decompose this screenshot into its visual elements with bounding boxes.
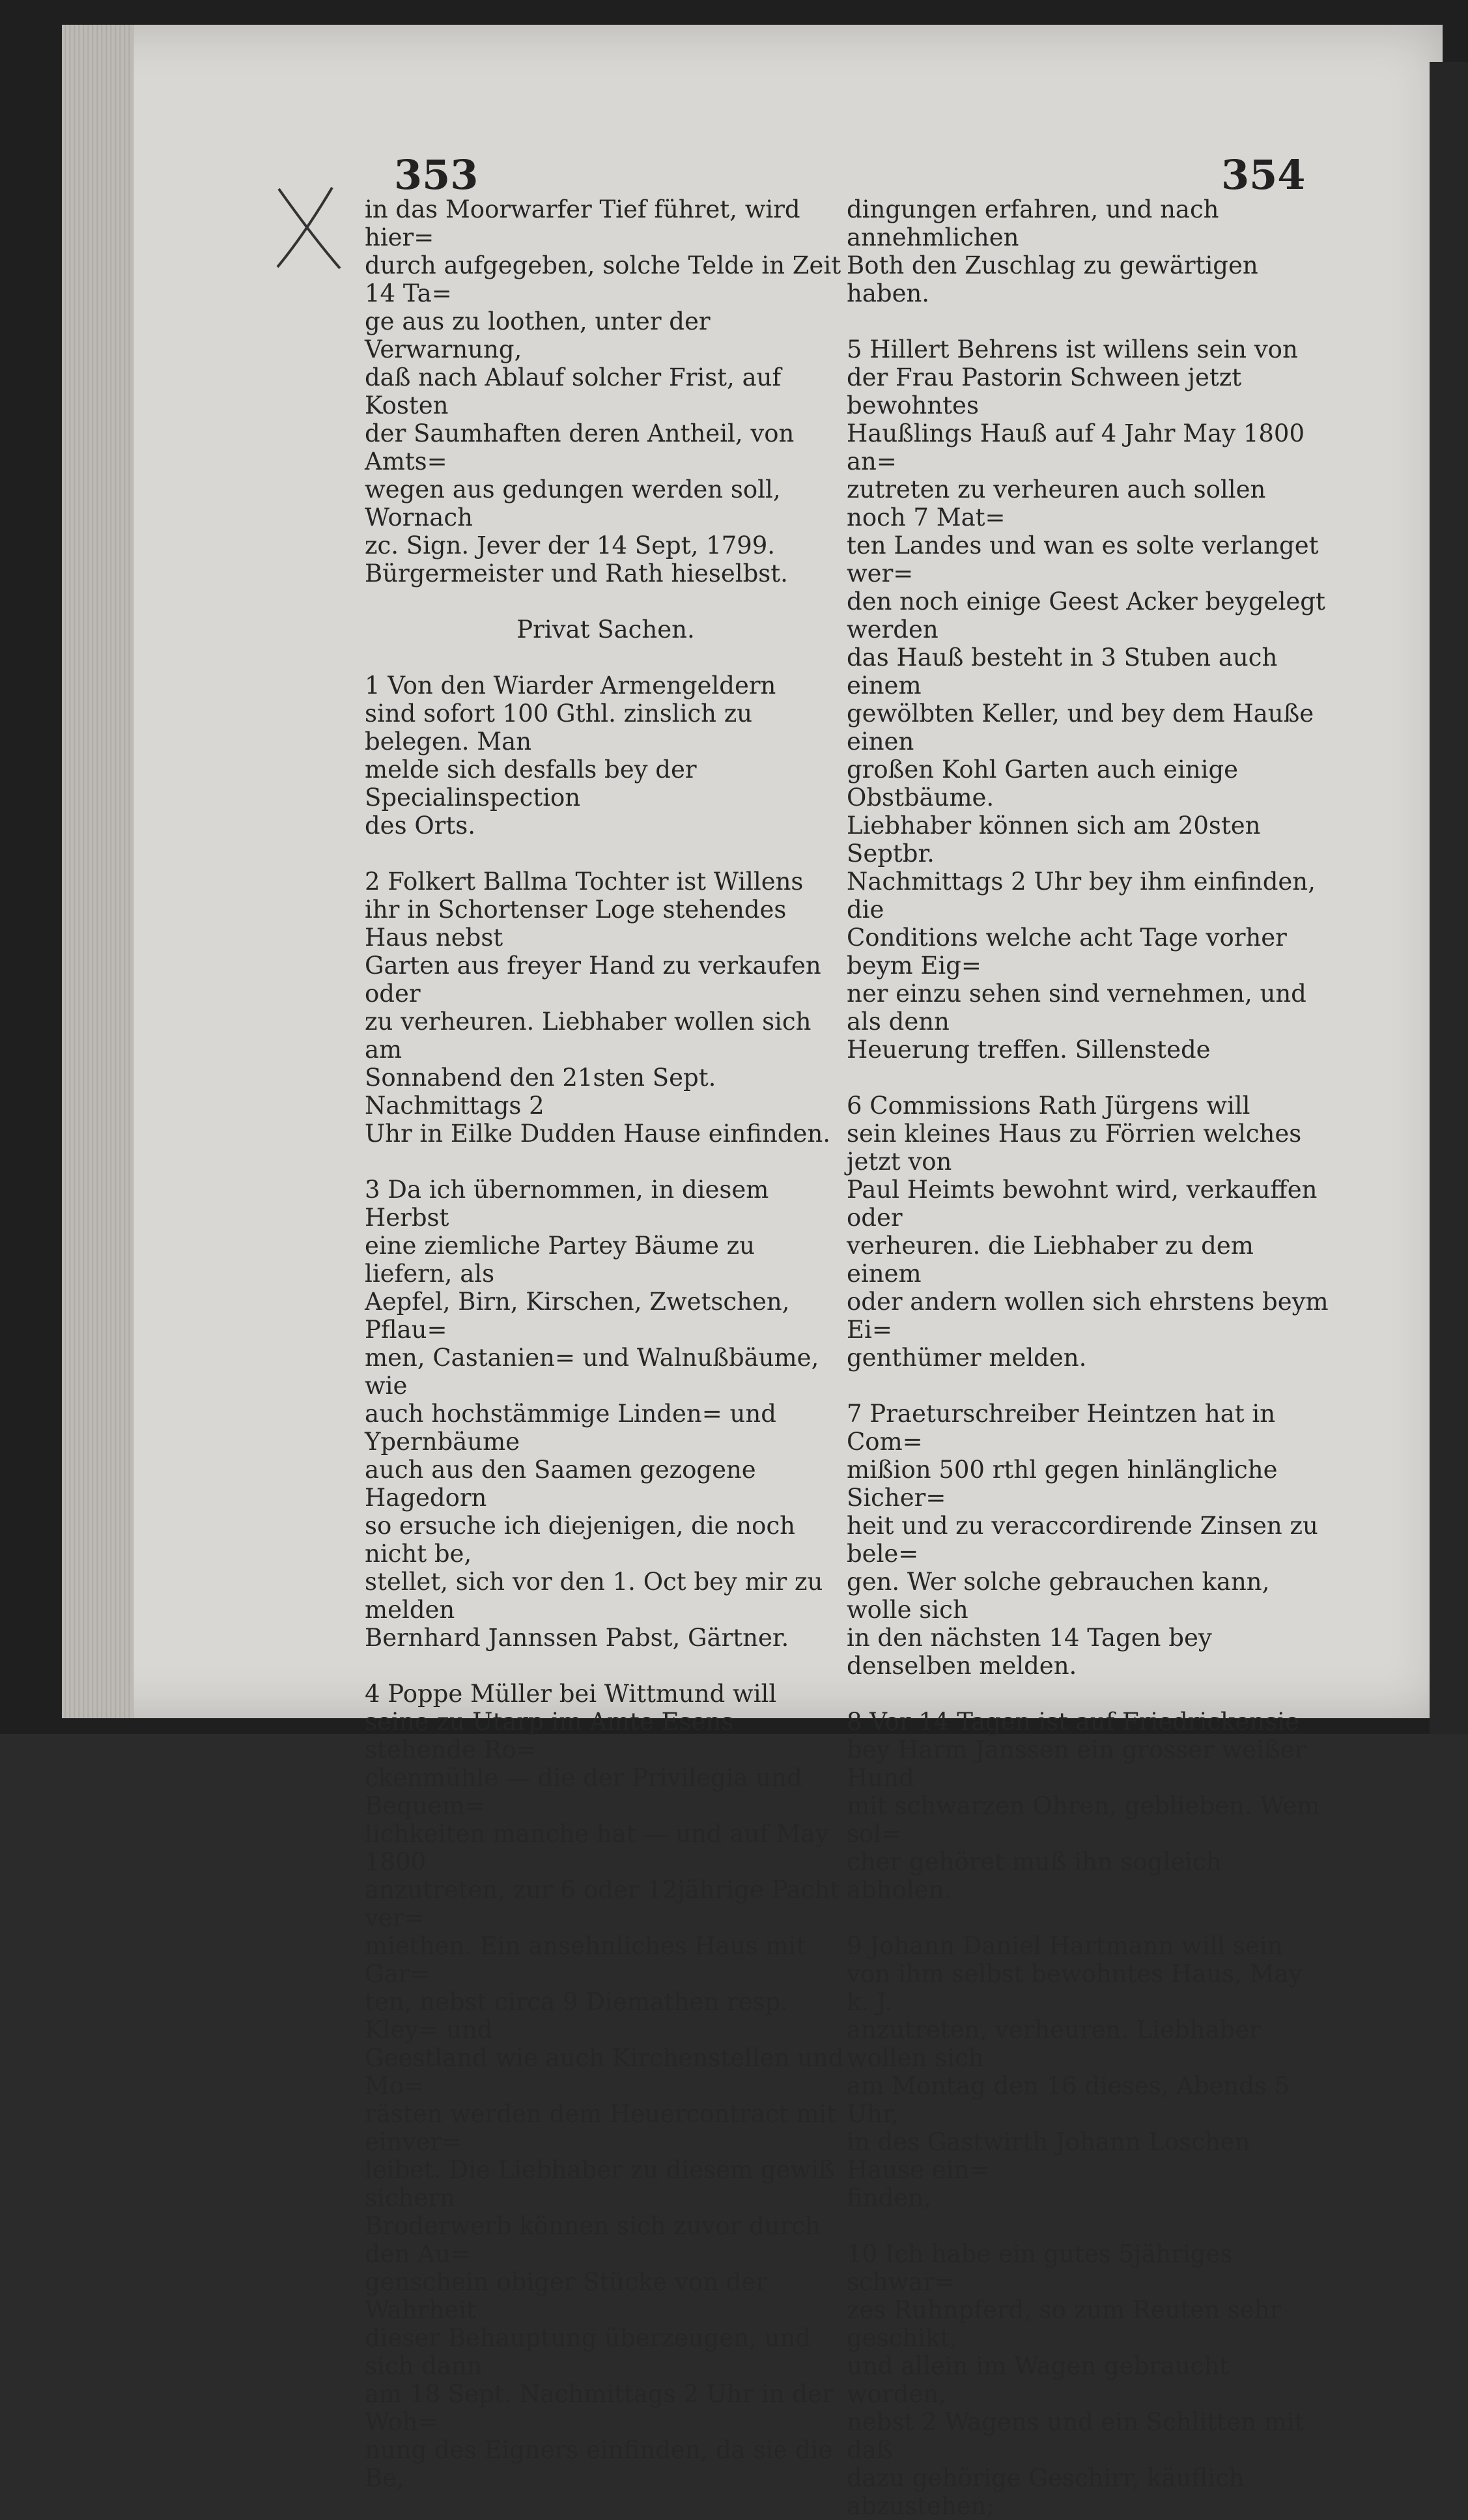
notice-8: 8 Vor 14 Tagen ist auf Friedrickensie bey Harm Janssen ein grosser weißer Hund mit schwarzen Ohren, geblieben. Wem sol= cher gehöret muß ihn sogleich abholen. [847, 1708, 1320, 1904]
page-edges [62, 25, 134, 1718]
column-right [847, 195, 1329, 2520]
section-heading: Privat Sachen. [516, 616, 695, 644]
notice-4-continuation: dingungen erfahren, und nach annehmlichen Both den Zuschlag zu gewärtigen haben. [847, 195, 1258, 307]
page-number-left: 353 [394, 151, 479, 199]
notice-7: 7 Praeturschreiber Heintzen hat in Com= mißion 500 rthl gegen hinlängliche Sicher= heit und zu veraccordirende Zinsen zu bele= gen. Wer solche gebrauchen kann, wolle sich in den nächsten 14 Tagen bey denselben melden. [847, 1400, 1318, 1680]
notice-5: 5 Hillert Behrens ist willens sein von der Frau Pastorin Schween jetzt bewohntes Haußlings Hauß auf 4 Jahr May 1800 an= zutreten zu verheuren auch sollen noch 7 Mat= ten Landes und wan es solte verlanget wer= den noch einige Geest Acker beygelegt werden das Hauß besteht in 3 Stuben auch einem gewölbten Keller, und bey dem Hauße einen großen Kohl Garten auch einige Obstbäume. Liebhaber können sich am 20sten Septbr. Nachmittags 2 Uhr bey ihm einfinden, die Conditions welche acht Tage vorher beym Eig= ner einzu sehen sind vernehmen, und als denn Heuerung treffen. Sillenstede [847, 335, 1325, 1064]
notice-9: 9 Johann Daniel Hartmann will sein von ihm selbst bewohntes Haus, May k. J. anzutreten, verheuren. Liebhaber wollen sich am Montag den 16 dieses, Abends 5 Uhr, in des Gastwirth Johann Loschen Hause ein= finden, [847, 1932, 1303, 2212]
notice-continuation: in das Moorwarfer Tief führet, wird hier= durch aufgegeben, solche Telde in Zeit 14 Ta= ge aus zu loothen, unter der Verwarnung, daß nach Ablauf solcher Frist, auf Kosten der Saumhaften deren Antheil, von Amts= wegen aus gedungen werden soll, Wornach zc. Sign. Jever der 14 Sept, 1799. Bürgermeister und Rath hieselbst. [365, 195, 841, 588]
page-number-right: 354 [1221, 151, 1306, 199]
notice-6: 6 Commissions Rath Jürgens will sein kleines Haus zu Förrien welches jetzt von Paul Heimts bewohnt wird, verkauffen oder verheuren. die Liebhaber zu dem einem oder andern wollen sich ehrstens beym Ei= genthümer melden. [847, 1092, 1329, 1372]
handwritten-x-mark [274, 182, 345, 274]
binding-shadow [1430, 62, 1468, 1734]
column-left [365, 195, 847, 2492]
notice-1: 1 Von den Wiarder Armengeldern sind sofort 100 Gthl. zinslich zu belegen. Man melde sich desfalls bey der Specialinspection des Orts. [365, 672, 776, 840]
notice-4: 4 Poppe Müller bei Wittmund will seine zu Utarp im Amte Esens stehende Ro= ckenmühle — die der Privilegia und Bequem= lichkeiten manche hat — und auf May 1800 anzutreten, zur 6 oder 12jährige Pacht ver= miethen. Ein ansehnliches Haus mit Gar= ten, nebst circa 9 Diemathen resp. Kley= und Geestland wie auch Kirchenstellen und Mo= rästen werden dem Heuercontract mit einver= leibet. Die Liebhaber zu diesem gewiß sichern Broderwerb können sich zuvor durch den Au= genschein obiger Stücke von der Wahrheit dieser Behauptung überzeugen, und sich dann am 18 Sept. Nachmittags 2 Uhr in der Woh= nung des Eigners einfinden, da sie die Be, [365, 1680, 844, 2492]
notice-3: 3 Da ich übernommen, in diesem Herbst eine ziemliche Partey Bäume zu liefern, als Aepfel, Birn, Kirschen, Zwetschen, Pflau= men, Castanien= und Walnußbäume, wie auch hochstämmige Linden= und Ypernbäume auch aus den Saamen gezogene Hagedorn so ersuche ich diejenigen, die noch nicht be, stellet, sich vor den 1. Oct bey mir zu melden Bernhard Jannssen Pabst, Gärtner. [365, 1176, 823, 1652]
notice-10: 10 Ich habe ein gutes 5jähriges schwar= zes Ruhnpferd, so zum Reuten sehr geschikt, und allein im Wagen gebraucht worden, nebst 2 Wagens und ein Schlitten mit daß dazu gehörige Geschirr, käuflich abzustehen; [847, 2240, 1305, 2520]
notice-2: 2 Folkert Ballma Tochter ist Willens ihr in Schortenser Loge stehendes Haus nebst Garten aus freyer Hand zu verkaufen oder zu verheuren. Liebhaber wollen sich am Sonnabend den 21sten Sept. Nachmittags 2 Uhr in Eilke Dudden Hause einfinden. [365, 868, 831, 1148]
